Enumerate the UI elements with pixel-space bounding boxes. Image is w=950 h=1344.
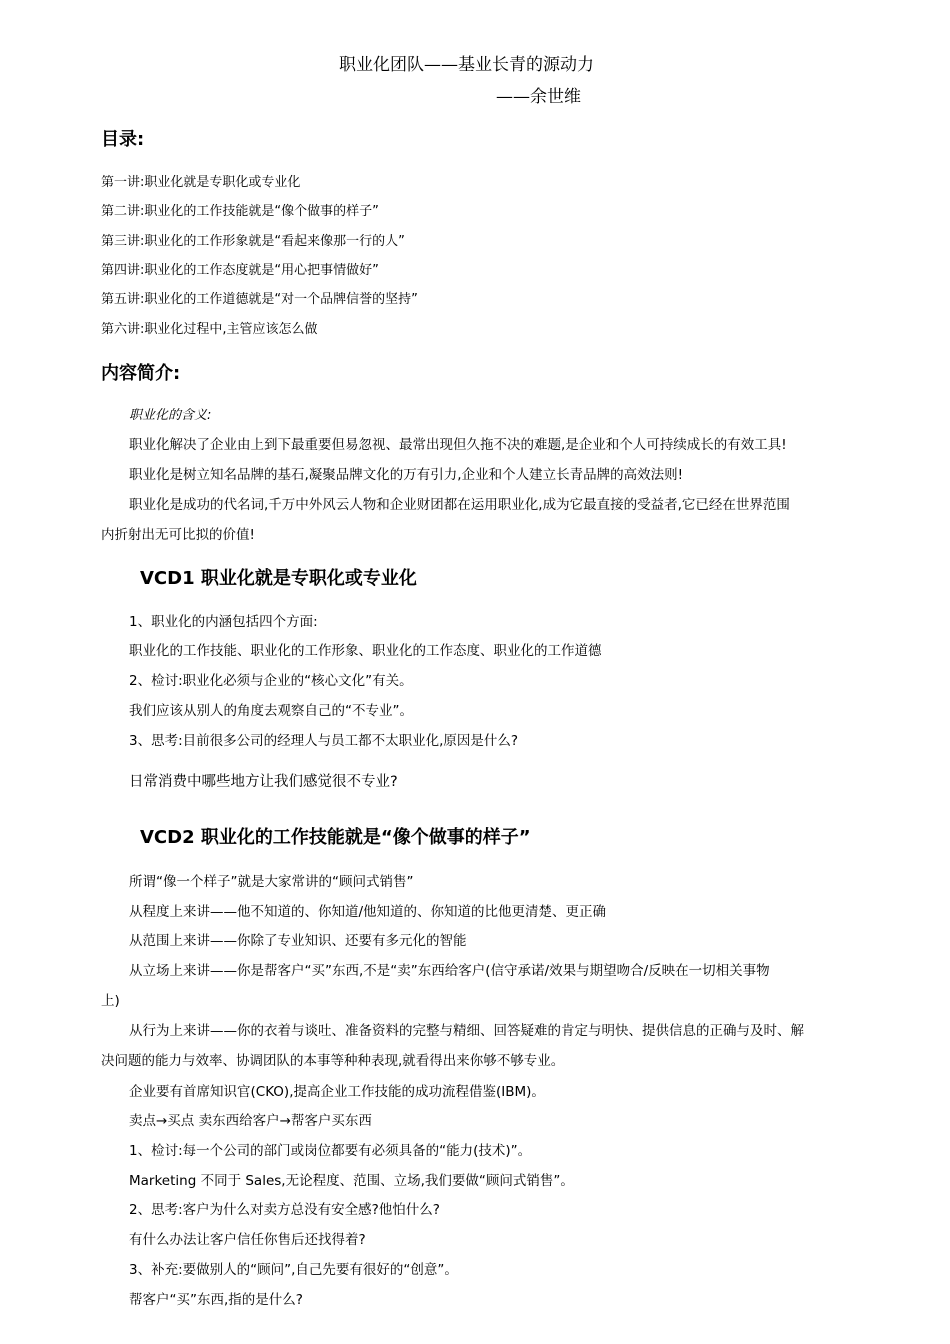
intro-paragraph-3-line-2: 内折射出无可比拟的价值! bbox=[101, 527, 255, 543]
vcd1-heading: VCD1 职业化就是专职化或专业化 bbox=[140, 568, 417, 589]
vcd2-line: 2、思考:客户为什么对卖方总没有安全感?他怕什么? bbox=[129, 1202, 440, 1218]
intro-subheading: 职业化的含义: bbox=[129, 408, 212, 423]
vcd2-line: 从行为上来讲——你的衣着与谈吐、准备资料的完整与精细、回答疑难的肯定与明快、提供信息的正确与及时、解 bbox=[129, 1023, 804, 1039]
document-author: ——余世维 bbox=[496, 87, 581, 107]
vcd1-line: 2、检讨:职业化必须与企业的“核心文化”有关。 bbox=[129, 673, 413, 689]
intro-heading: 内容简介: bbox=[101, 363, 181, 384]
vcd2-line: 决问题的能力与效率、协调团队的本事等种种表现,就看得出来你够不够专业。 bbox=[101, 1053, 565, 1069]
vcd2-line: 上) bbox=[101, 993, 120, 1009]
vcd2-line: 从立场上来讲——你是帮客户“买”东西,不是“卖”东西给客户(信守承诺/效果与期望吻合/反映在一切相关事物 bbox=[129, 963, 770, 979]
vcd1-line: 我们应该从别人的角度去观察自己的“不专业”。 bbox=[129, 703, 413, 719]
vcd2-line: 从程度上来讲——他不知道的、你知道/他知道的、你知道的比他更清楚、更正确 bbox=[129, 904, 607, 920]
toc-item-1: 第一讲:职业化就是专职化或专业化 bbox=[101, 175, 301, 190]
intro-paragraph-3-line-1: 职业化是成功的代名词,千万中外风云人物和企业财团都在运用职业化,成为它最直接的受益者,它已经在世界范围 bbox=[129, 497, 790, 513]
vcd2-line: 1、检讨:每一个公司的部门或岗位都要有必须具备的“能力(技术)”。 bbox=[129, 1143, 532, 1159]
vcd2-line: 帮客户“买”东西,指的是什么? bbox=[129, 1292, 303, 1308]
intro-paragraph-2: 职业化是树立知名品牌的基石,凝聚品牌文化的万有引力,企业和个人建立长青品牌的高效法则! bbox=[129, 467, 683, 483]
toc-item-5: 第五讲:职业化的工作道德就是“对一个品牌信誉的坚持” bbox=[101, 292, 418, 307]
toc-heading: 目录: bbox=[101, 129, 145, 150]
vcd2-line: 企业要有首席知识官(CKO),提高企业工作技能的成功流程借鉴(IBM)。 bbox=[129, 1084, 545, 1100]
vcd2-heading: VCD2 职业化的工作技能就是“像个做事的样子” bbox=[140, 827, 531, 848]
vcd2-line: Marketing 不同于 Sales,无论程度、范围、立场,我们要做“顾问式销售”。 bbox=[129, 1173, 574, 1189]
toc-item-4: 第四讲:职业化的工作态度就是“用心把事情做好” bbox=[101, 263, 379, 278]
toc-item-2: 第二讲:职业化的工作技能就是“像个做事的样子” bbox=[101, 204, 379, 219]
vcd2-line: 所谓“像一个样子”就是大家常讲的“顾问式销售” bbox=[129, 874, 414, 890]
vcd1-line: 职业化的工作技能、职业化的工作形象、职业化的工作态度、职业化的工作道德 bbox=[129, 643, 602, 659]
vcd2-line: 从范围上来讲——你除了专业知识、还要有多元化的智能 bbox=[129, 933, 467, 949]
vcd2-line: 有什么办法让客户信任你售后还找得着? bbox=[129, 1232, 366, 1248]
vcd2-line: 卖点→买点 卖东西给客户→帮客户买东西 bbox=[129, 1113, 372, 1129]
intro-paragraph-1: 职业化解决了企业由上到下最重要但易忽视、最常出现但久拖不决的难题,是企业和个人可持续成长的有效工具! bbox=[129, 437, 787, 453]
vcd2-line: 3、补充:要做别人的“顾问”,自己先要有很好的“创意”。 bbox=[129, 1262, 458, 1278]
toc-item-3: 第三讲:职业化的工作形象就是“看起来像那一行的人” bbox=[101, 234, 405, 249]
vcd1-line: 1、职业化的内涵包括四个方面: bbox=[129, 614, 318, 630]
toc-item-6: 第六讲:职业化过程中,主管应该怎么做 bbox=[101, 322, 318, 337]
document-title: 职业化团队——基业长青的源动力 bbox=[339, 55, 594, 75]
vcd1-line: 3、思考:目前很多公司的经理人与员工都不太职业化,原因是什么? bbox=[129, 733, 519, 749]
vcd1-line: 日常消费中哪些地方让我们感觉很不专业? bbox=[129, 774, 398, 790]
